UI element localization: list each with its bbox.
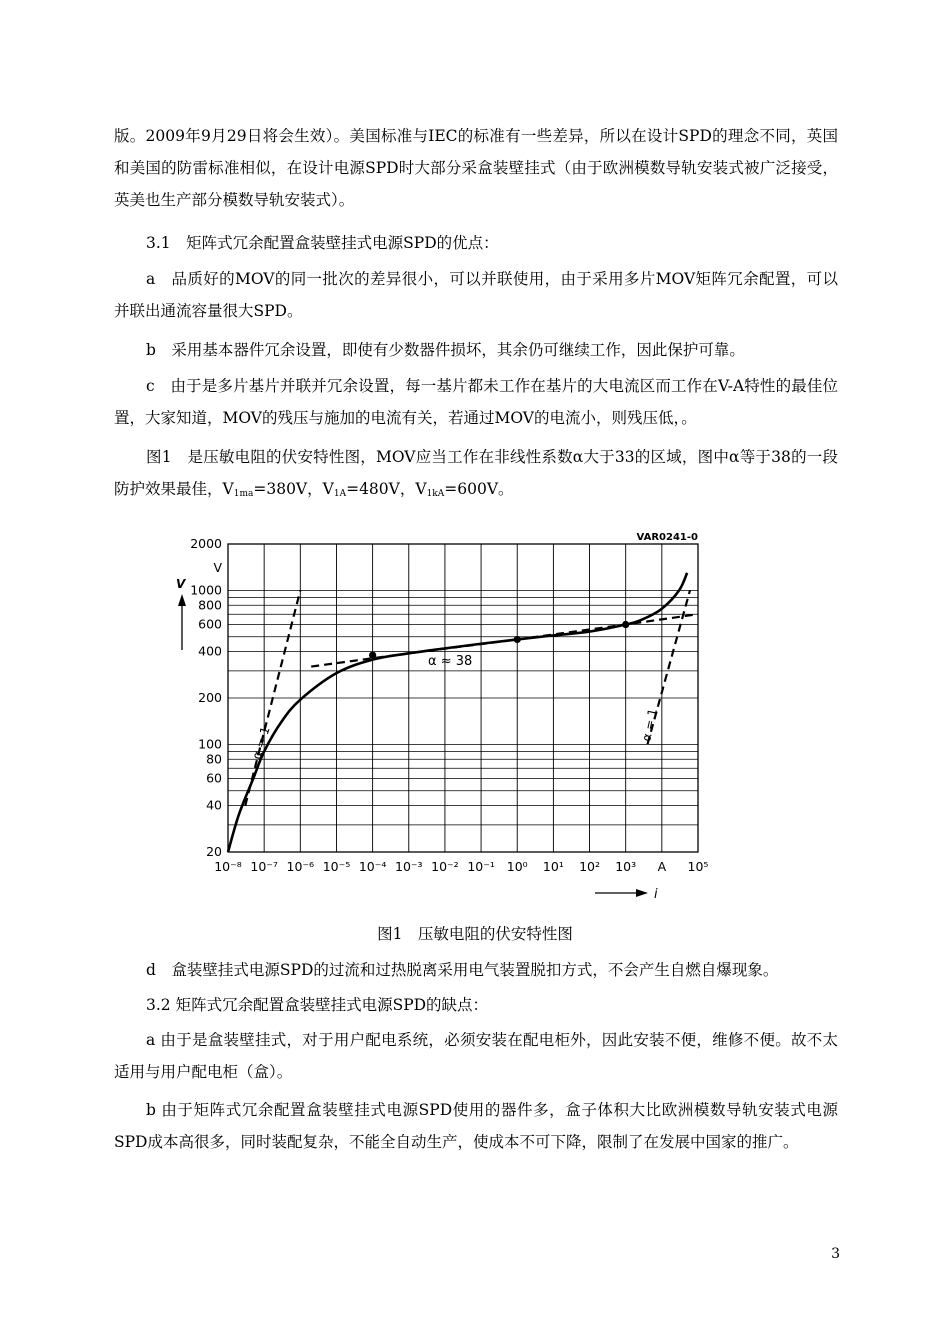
y-tick-label: 40 <box>206 797 222 813</box>
va-characteristic-chart <box>170 520 730 905</box>
heading-3-1: 3.1 矩阵式冗余配置盒装壁挂式电源SPD的优点： <box>146 234 499 252</box>
paragraph-advantage-c: c 由于是多片基片并联并冗余设置，每一基片都未工作在基片的大电流区而工作在V-A特性的最佳位置，大家知道，MOV的残压与施加的电流有关，若通过MOV的电流小，则残压低，。 <box>114 377 838 427</box>
v1a-label: $V_{1A}=480V$， <box>322 480 416 499</box>
y-tick-label: V <box>213 559 222 575</box>
paragraph-figure-description <box>114 441 838 510</box>
paragraph-intro: 版。2009年9月29日将会生效）。美国标准与IEC的标准有一些差异，所以在设计SPD的理念不同，英国和美国的防雷标准相似，在设计电源SPD时大部分采盒装壁挂式（由于欧洲模数导轨安装式被广泛接受，英美也生产部分模数导轨安装式）。 <box>114 127 838 209</box>
x-tick-label: 10⁻⁵ <box>322 859 351 874</box>
x-tick-label: 10² <box>579 859 600 874</box>
y-tick-label: 400 <box>198 643 222 659</box>
x-tick-labels <box>214 859 708 874</box>
x-axis-arrow <box>595 889 648 897</box>
x-tick-label: 10³ <box>615 859 637 874</box>
y-tick-label: 20 <box>206 844 222 859</box>
curve-point-marker <box>369 651 376 658</box>
y-tick-label: 60 <box>206 770 222 786</box>
x-tick-label: 10⁵ <box>687 859 709 874</box>
y-tick-label: 200 <box>198 690 222 705</box>
va-curve <box>228 573 687 852</box>
paragraph-advantage-b: b 采用基本器件冗余设置，即使有少数器件损坏，其余仍可继续工作，因此保护可靠。 <box>146 341 745 359</box>
chart-grid <box>228 544 698 852</box>
x-tick-label: 10¹ <box>542 859 564 874</box>
curve-point-marker <box>514 636 521 643</box>
paragraph-advantage-a: a 品质好的MOV的同一批次的差异很小，可以并联使用，由于采用多片MOV矩阵冗余配置，可以并联出通流容量很大SPD。 <box>114 270 838 320</box>
page-number: 3 <box>831 1246 840 1262</box>
paragraph-disadvantage-a: a 由于是盒装壁挂式，对于用户配电系统，必须安装在配电柜外，因此安装不便，维修不便。故不太适用与用户配电柜（盒）。 <box>114 1031 838 1081</box>
figure-description-text: 图1 是压敏电阻的伏安特性图，MOV应当工作在非线性系数α大于33的区域，图中α等于38的一段防护效果最佳， <box>114 448 838 498</box>
x-tick-label: 10⁻² <box>431 859 459 874</box>
alpha-38-label: α ≈ 38 <box>428 654 473 669</box>
alpha-right-label: α = 1 <box>639 707 660 743</box>
x-tick-label: 10⁻⁶ <box>286 859 315 874</box>
figure-caption: 图1 压敏电阻的伏安特性图 <box>377 925 573 943</box>
v1ma-label: $V_{1ma}=380V$， <box>222 480 323 499</box>
x-tick-label: A <box>657 859 667 874</box>
x-tick-label: 10⁻⁴ <box>358 859 387 874</box>
curve-point-marker <box>622 621 629 628</box>
y-tick-label: 80 <box>206 751 222 767</box>
y-tick-labels <box>190 536 222 859</box>
x-tick-label: 10⁻⁸ <box>214 859 242 874</box>
dashed-asymptote-1 <box>311 614 698 666</box>
y-tick-label: 800 <box>198 597 222 613</box>
y-axis-arrow <box>178 594 186 650</box>
figure-code-label: VAR0241-0 <box>636 532 698 543</box>
x-tick-label: 10⁰ <box>506 859 528 874</box>
heading-3-2: 3.2 矩阵式冗余配置盒装壁挂式电源SPD的缺点： <box>146 996 489 1014</box>
v1ka-label: $V_{1kA}=600V$。 <box>415 480 514 499</box>
y-tick-label: 1000 <box>190 582 222 598</box>
y-tick-label: 100 <box>198 736 222 752</box>
chart-series <box>228 573 698 852</box>
x-tick-label: 10⁻⁷ <box>250 859 278 874</box>
paragraph-advantage-d: d 盒装壁挂式电源SPD的过流和过热脱离采用电气装置脱扣方式，不会产生自燃自爆现象。 <box>146 961 779 979</box>
x-tick-label: 10⁻³ <box>395 859 423 874</box>
y-tick-label: 2000 <box>190 536 222 551</box>
x-tick-label: 10⁻¹ <box>467 859 495 874</box>
y-axis-symbol: V <box>176 577 186 591</box>
alpha-left-label: α = 1 <box>249 725 273 761</box>
paragraph-disadvantage-b: b 由于矩阵式冗余配置盒装壁挂式电源SPD使用的器件多，盒子体积大比欧洲模数导轨安装式电源SPD成本高很多，同时装配复杂，不能全自动生产，使成本不可下降，限制了在发展中国家的推广。 <box>114 1101 838 1151</box>
x-axis-symbol: i <box>654 887 658 902</box>
y-tick-label: 600 <box>198 616 222 632</box>
